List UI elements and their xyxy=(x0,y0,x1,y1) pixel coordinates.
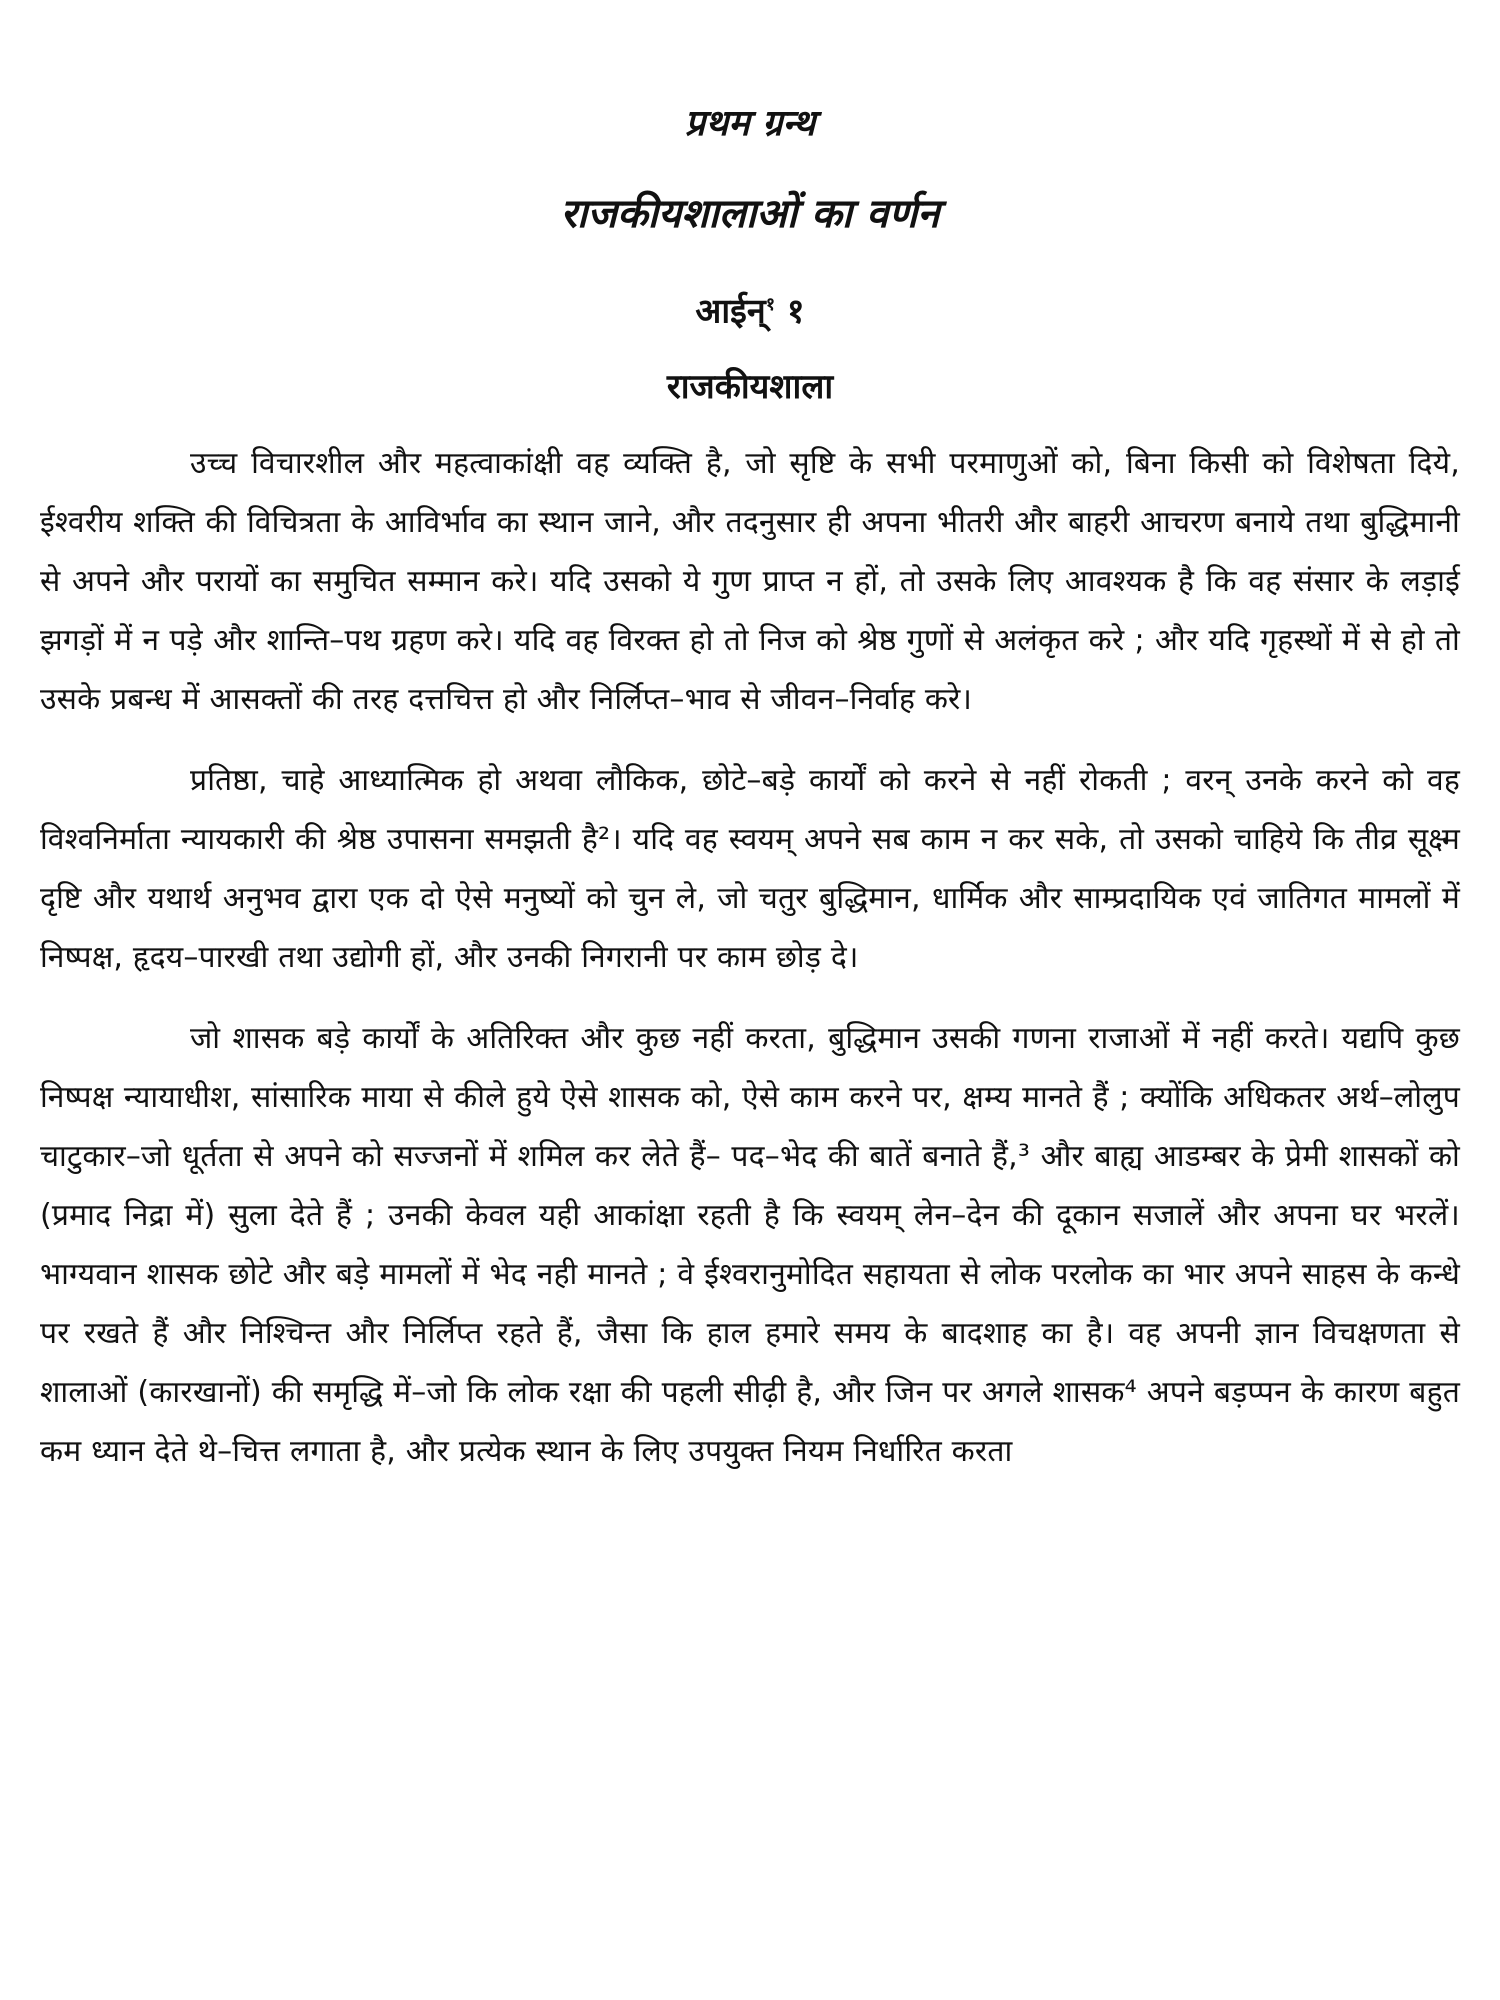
ain-footnote-marker: १ xyxy=(765,294,776,315)
paragraph-3: जो शासक बड़े कार्यों के अतिरिक्त और कुछ नहीं करता, बुद्धिमान उसकी गणना राजाओं में नहीं करते। यद्यपि कुछ निष्पक्ष न्यायाधीश, सांसारिक माया से कीले हुये ऐसे शासक को, ऐसे काम करने पर, क्षम्य मानते हैं ; क्योंकि अधिकतर अर्थ–लोलुप चाटुकार–जो धूर्तता से अपने को सज्जनों में शमिल कर लेते हैं– पद–भेद की बातें बनाते हैं,³ और बाह्य आडम्बर के प्रेमी शासकों को (प्रमाद निद्रा में) सुला देते हैं ; उनकी केवल यही आकांक्षा रहती है कि स्वयम् लेन–देन की दूकान सजालें और अपना घर भरलें। भाग्यवान शासक छोटे और बड़े मामलों में भेद नही मानते ; वे ईश्वरानुमोदित सहायता से लोक परलोक का भार अपने साहस के कन्धे पर रखते हैं और निश्चिन्त और निर्लिप्त रहते हैं, जैसा कि हाल हमारे समय के बादशाह का है। वह अपनी ज्ञान विचक्षणता से शालाओं (कारखानों) की समृद्धि में–जो कि लोक रक्षा की पहली सीढ़ी है, और जिन पर अगले शासक⁴ अपने बड़प्पन के कारण बहुत कम ध्यान देते थे–चित्त लगाता है, और प्रत्येक स्थान के लिए उपयुक्त नियम निर्धारित करता xyxy=(40,1021,1460,1470)
paragraph-2: प्रतिष्ठा, चाहे आध्यात्मिक हो अथवा लौकिक, छोटे–बड़े कार्यों को करने से नहीं रोकती ; वरन् उनके करने को वह विश्वनिर्माता न्यायकारी की श्रेष्ठ उपासना समझती है²। यदि वह स्वयम् अपने सब काम न कर सके, तो उसको चाहिये कि तीव्र सूक्ष्म दृष्टि और यथार्थ अनुभव द्वारा एक दो ऐसे मनुष्यों को चुन ले, जो चतुर बुद्धिमान, धार्मिक और साम्प्रदायिक एवं जातिगत मामलों में निष्पक्ष, हृदय–पारखी तथा उद्योगी हों, और उनकी निगरानी पर काम छोड़ दे। xyxy=(40,763,1460,976)
section-title: राजकीयशालाओं का वर्णन xyxy=(560,191,940,237)
ain-number: १ xyxy=(775,291,805,332)
chapter-title: राजकीयशाला xyxy=(666,367,834,408)
book-title: प्रथम ग्रन्थ xyxy=(684,103,816,144)
ain-heading xyxy=(40,282,1460,334)
ain-label: आईन् xyxy=(695,291,766,332)
paragraph-1: उच्च विचारशील और महत्वाकांक्षी वह व्यक्ति है, जो सृष्टि के सभी परमाणुओं को, बिना किसी को विशेषता दिये, ईश्वरीय शक्ति की विचित्रता के आविर्भाव का स्थान जाने, और तदनुसार ही अपना भीतरी और बाहरी आचरण बनाये तथा बुद्धिमानी से अपने और परायों का समुचित सम्मान करे। यदि उसको ये गुण प्राप्त न हों, तो उसके लिए आवश्यक है कि वह संसार के लड़ाई झगड़ों में न पड़े और शान्ति–पथ ग्रहण करे। यदि वह विरक्त हो तो निज को श्रेष्ठ गुणों से अलंकृत करे ; और यदि गृहस्थों में से हो तो उसके प्रबन्ध में आसक्तों की तरह दत्तचित्त हो और निर्लिप्त–भाव से जीवन–निर्वाह करे। xyxy=(40,446,1460,718)
